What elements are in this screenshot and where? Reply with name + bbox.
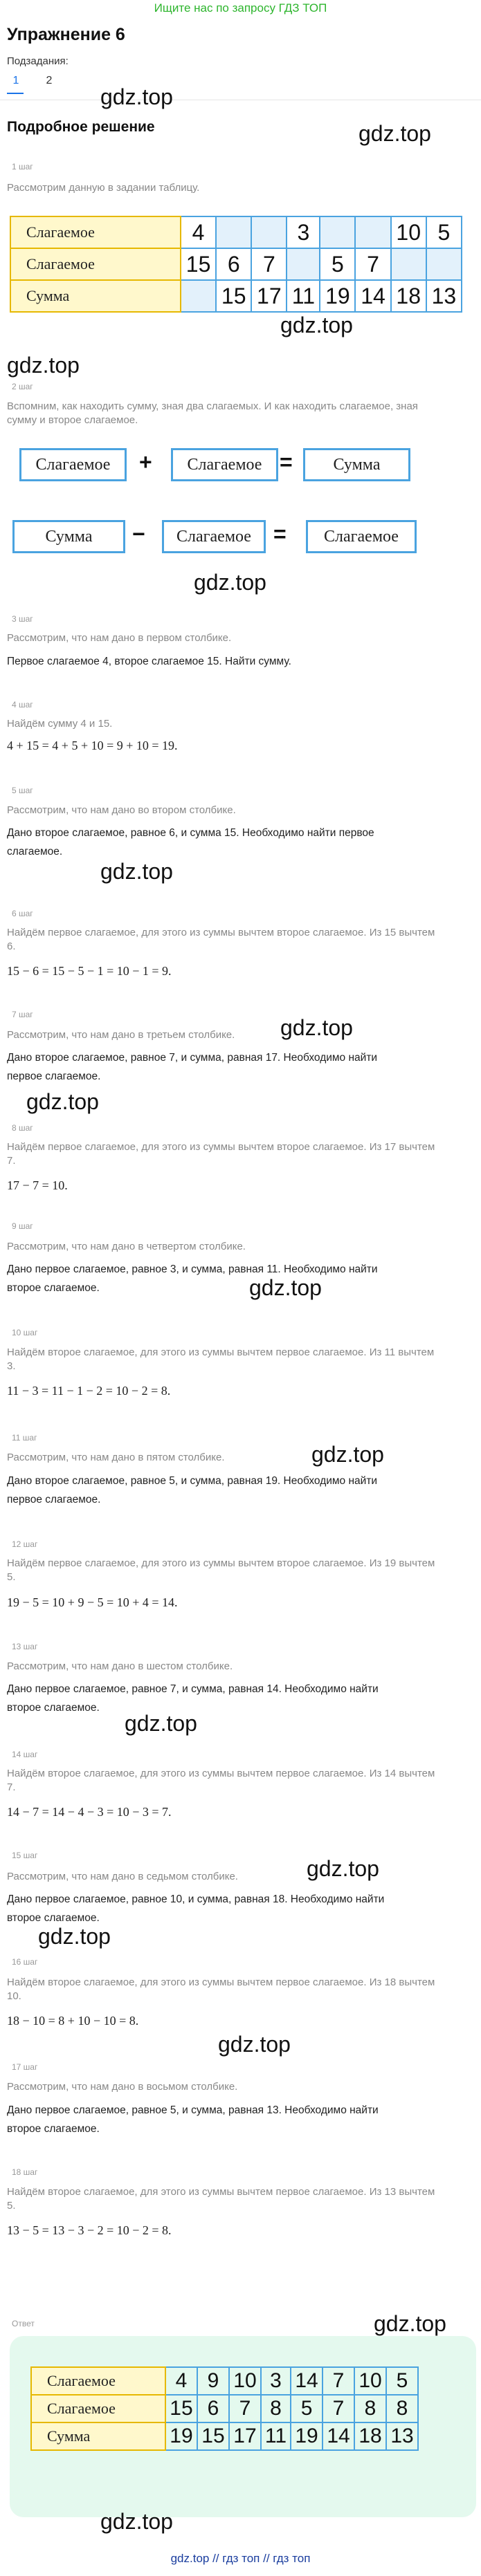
- step-text: Рассмотрим, что нам дано в четвертом столбике.: [7, 1241, 246, 1252]
- step-statement: Дано второе слагаемое, равное 5, и сумма, равная 19. Необходимо найти: [7, 1475, 378, 1487]
- step-text: Найдём первое слагаемое, для этого из суммы вычтем второе слагаемое. Из 19 вычтем: [7, 1557, 435, 1569]
- step-formula: 18 − 10 = 8 + 10 − 10 = 8.: [7, 2014, 139, 2028]
- step-statement: Дано второе слагаемое, равное 6, и сумма 15. Необходимо найти первое: [7, 827, 374, 839]
- watermark: gdz.top: [100, 84, 173, 109]
- step-formula: 14 − 7 = 14 − 4 − 3 = 10 − 3 = 7.: [7, 1805, 172, 1819]
- step-statement: Дано первое слагаемое, равное 5, и сумма, равная 13. Необходимо найти: [7, 2104, 379, 2116]
- table-cell: 5: [291, 2395, 323, 2422]
- step-label: 2 шаг: [12, 382, 33, 391]
- table-cell: 11: [261, 2422, 291, 2450]
- table-cell: 15: [216, 280, 251, 312]
- table-cell: 6: [197, 2395, 229, 2422]
- table-cell: 19: [291, 2422, 323, 2450]
- watermark: gdz.top: [249, 1275, 322, 1300]
- table-cell: 7: [251, 248, 287, 280]
- top-banner[interactable]: Ищите нас по запросу ГДЗ ТОП: [154, 1, 327, 15]
- table-cell: [251, 216, 287, 248]
- table-cell: 3: [261, 2367, 291, 2395]
- row-label: Слагаемое: [31, 2367, 165, 2395]
- step-label: 6 шаг: [12, 909, 33, 918]
- watermark: gdz.top: [100, 2509, 173, 2534]
- watermark: gdz.top: [311, 1442, 384, 1467]
- table-cell: 19: [165, 2422, 197, 2450]
- step-label: 17 шаг: [12, 2062, 38, 2072]
- table-cell: 4: [181, 216, 216, 248]
- step-text: Вспомним, как находить сумму, зная два слагаемых. И как находить слагаемое, зная: [7, 400, 418, 412]
- step-formula: 15 − 6 = 15 − 5 − 1 = 10 − 1 = 9.: [7, 964, 172, 978]
- formula-box: Сумма: [303, 448, 410, 481]
- table-cell: 17: [229, 2422, 261, 2450]
- table-cell: 18: [354, 2422, 386, 2450]
- table-cell: 6: [216, 248, 251, 280]
- step-label: 13 шаг: [12, 1642, 38, 1651]
- step-label: 4 шаг: [12, 700, 33, 710]
- step-formula: 4 + 15 = 4 + 5 + 10 = 9 + 10 = 19.: [7, 739, 178, 752]
- step-statement: второе слагаемое.: [7, 1702, 100, 1714]
- answer-label: Ответ: [12, 2319, 35, 2328]
- watermark: gdz.top: [26, 1089, 99, 1114]
- step-formula: 19 − 5 = 10 + 9 − 5 = 10 + 4 = 14.: [7, 1595, 178, 1609]
- table-cell: 19: [320, 280, 355, 312]
- step-text: 5.: [7, 2200, 16, 2212]
- table-cell: [426, 248, 462, 280]
- formula-box: Сумма: [12, 520, 125, 553]
- step-statement: второе слагаемое.: [7, 2123, 100, 2135]
- step-statement: первое слагаемое.: [7, 1071, 101, 1082]
- table-cell: [216, 216, 251, 248]
- table-cell: 7: [323, 2395, 354, 2422]
- table-cell: 11: [287, 280, 320, 312]
- watermark: gdz.top: [280, 313, 353, 337]
- step-statement: Дано второе слагаемое, равное 7, и сумма, равная 17. Необходимо найти: [7, 1052, 378, 1064]
- step-statement: первое слагаемое.: [7, 1494, 101, 1505]
- formula-box: Слагаемое: [19, 448, 127, 481]
- step-text: Рассмотрим, что нам дано в первом столбике.: [7, 632, 232, 644]
- tab-subtask-1[interactable]: 1: [12, 75, 19, 86]
- table-cell: 4: [165, 2367, 197, 2395]
- row-label: Сумма: [10, 280, 181, 312]
- table-cell: 14: [355, 280, 390, 312]
- step-text: 3.: [7, 1360, 16, 1372]
- table-row: [10, 280, 462, 312]
- table-cell: 15: [165, 2395, 197, 2422]
- step-formula: 13 − 5 = 13 − 3 − 2 = 10 − 2 = 8.: [7, 2223, 172, 2237]
- table-cell: [355, 216, 390, 248]
- table-cell: 3: [287, 216, 320, 248]
- watermark: gdz.top: [100, 859, 173, 884]
- watermark: gdz.top: [38, 1924, 111, 1949]
- formula-box: Слагаемое: [162, 520, 266, 553]
- tab-subtask-2[interactable]: 2: [46, 75, 53, 86]
- step-text: Найдём второе слагаемое, для этого из суммы вычтем первое слагаемое. Из 11 вычтем: [7, 1346, 435, 1358]
- watermark: gdz.top: [359, 121, 431, 146]
- step-label: 1 шаг: [12, 162, 33, 172]
- step-statement: Первое слагаемое 4, второе слагаемое 15. Найти сумму.: [7, 656, 291, 667]
- formula-box: Слагаемое: [306, 520, 417, 553]
- step-label: 7 шаг: [12, 1010, 33, 1019]
- subtasks-label: Подзадания:: [7, 55, 69, 67]
- table-cell: 15: [197, 2422, 229, 2450]
- watermark: gdz.top: [374, 2311, 446, 2336]
- step-statement: Дано первое слагаемое, равное 3, и сумма, равная 11. Необходимо найти: [7, 1263, 378, 1275]
- step-text: Рассмотрим, что нам дано в третьем столбике.: [7, 1029, 235, 1041]
- step-label: 14 шаг: [12, 1750, 38, 1759]
- table-cell: 13: [386, 2422, 418, 2450]
- step-formula: 11 − 3 = 11 − 1 − 2 = 10 − 2 = 8.: [7, 1384, 171, 1398]
- row-label: Сумма: [31, 2422, 165, 2450]
- step-label: 10 шаг: [12, 1328, 38, 1337]
- plus-sign: +: [139, 450, 152, 474]
- step-label: 9 шаг: [12, 1221, 33, 1231]
- step-text: Найдём первое слагаемое, для этого из суммы вычтем второе слагаемое. Из 15 вычтем: [7, 927, 435, 938]
- step-text: 10.: [7, 1990, 21, 2002]
- step-text: Найдём сумму 4 и 15.: [7, 718, 113, 730]
- table-row: [10, 248, 462, 280]
- step-statement: Дано первое слагаемое, равное 7, и сумма, равная 14. Необходимо найти: [7, 1683, 379, 1695]
- table-cell: 8: [261, 2395, 291, 2422]
- step-statement: Дано первое слагаемое, равное 10, и сумма, равная 18. Необходимо найти: [7, 1893, 385, 1905]
- row-label: Слагаемое: [31, 2395, 165, 2422]
- table-cell: 7: [355, 248, 390, 280]
- step-text: Рассмотрим, что нам дано в седьмом столбике.: [7, 1871, 238, 1882]
- step-text: Найдём второе слагаемое, для этого из суммы вычтем первое слагаемое. Из 18 вычтем: [7, 1976, 435, 1988]
- equals-sign: =: [273, 521, 287, 546]
- step-label: 3 шаг: [12, 614, 33, 624]
- step-text: Рассмотрим, что нам дано в шестом столбике.: [7, 1660, 233, 1672]
- table-row: [31, 2395, 418, 2422]
- footer-links[interactable]: gdz.top // гдз топ // гдз топ: [170, 2552, 311, 2565]
- step-label: 5 шаг: [12, 786, 33, 795]
- table-cell: 18: [391, 280, 426, 312]
- step-text: 7.: [7, 1155, 16, 1167]
- table-cell: 14: [291, 2367, 323, 2395]
- table-cell: 8: [354, 2395, 386, 2422]
- step-label: 12 шаг: [12, 1539, 38, 1549]
- step-label: 16 шаг: [12, 1957, 38, 1967]
- step-text: сумму и второе слагаемое.: [7, 414, 138, 426]
- solution-heading: Подробное решение: [7, 119, 155, 135]
- formula-box: Слагаемое: [171, 448, 278, 481]
- table-cell: 5: [320, 248, 355, 280]
- table-cell: 14: [323, 2422, 354, 2450]
- step-statement: второе слагаемое.: [7, 1282, 100, 1294]
- step-text: 6.: [7, 940, 16, 952]
- step-text: Рассмотрим, что нам дано в восьмом столбике.: [7, 2081, 238, 2093]
- step-statement: слагаемое.: [7, 846, 63, 858]
- step-label: 11 шаг: [12, 1433, 37, 1443]
- table-cell: [287, 248, 320, 280]
- table-cell: 10: [391, 216, 426, 248]
- answer-table: [30, 2366, 419, 2451]
- table-cell: 10: [354, 2367, 386, 2395]
- step-statement: второе слагаемое.: [7, 1912, 100, 1924]
- row-label: Слагаемое: [10, 248, 181, 280]
- watermark: gdz.top: [194, 570, 266, 595]
- table-cell: 15: [181, 248, 216, 280]
- step-formula: 17 − 7 = 10.: [7, 1178, 68, 1192]
- table-row: [31, 2422, 418, 2450]
- table-cell: [391, 248, 426, 280]
- step-text: Найдём второе слагаемое, для этого из суммы вычтем первое слагаемое. Из 14 вычтем: [7, 1768, 435, 1779]
- table-cell: 13: [426, 280, 462, 312]
- watermark: gdz.top: [218, 2032, 291, 2057]
- table-cell: 7: [229, 2395, 261, 2422]
- watermark: gdz.top: [307, 1856, 379, 1881]
- step-text: Найдём второе слагаемое, для этого из суммы вычтем первое слагаемое. Из 13 вычтем: [7, 2186, 435, 2198]
- step-text: 5.: [7, 1571, 16, 1583]
- step-text: Найдём первое слагаемое, для этого из суммы вычтем второе слагаемое. Из 17 вычтем: [7, 1141, 435, 1153]
- watermark: gdz.top: [7, 353, 80, 378]
- step-text: 7.: [7, 1781, 16, 1793]
- step-label: 8 шаг: [12, 1123, 33, 1133]
- watermark: gdz.top: [125, 1711, 197, 1736]
- step-text: Рассмотрим, что нам дано в пятом столбике.: [7, 1452, 225, 1463]
- step-text: Рассмотрим данную в задании таблицу.: [7, 182, 200, 194]
- page-title: Упражнение 6: [7, 25, 125, 44]
- table-cell: [320, 216, 355, 248]
- table-cell: 9: [197, 2367, 229, 2395]
- table-cell: [181, 280, 216, 312]
- task-table: [10, 216, 462, 313]
- minus-sign: −: [132, 521, 145, 546]
- table-cell: 7: [323, 2367, 354, 2395]
- table-cell: 10: [229, 2367, 261, 2395]
- step-label: 15 шаг: [12, 1851, 38, 1860]
- active-tab-indicator: [7, 93, 24, 94]
- table-cell: 8: [386, 2395, 418, 2422]
- equals-sign: =: [280, 450, 293, 474]
- row-label: Слагаемое: [10, 216, 181, 248]
- table-row: [31, 2367, 418, 2395]
- table-cell: 17: [251, 280, 287, 312]
- table-row: [10, 216, 462, 248]
- step-label: 18 шаг: [12, 2167, 38, 2177]
- table-cell: 5: [386, 2367, 418, 2395]
- watermark: gdz.top: [280, 1015, 353, 1040]
- table-cell: 5: [426, 216, 462, 248]
- step-text: Рассмотрим, что нам дано во втором столбике.: [7, 804, 236, 816]
